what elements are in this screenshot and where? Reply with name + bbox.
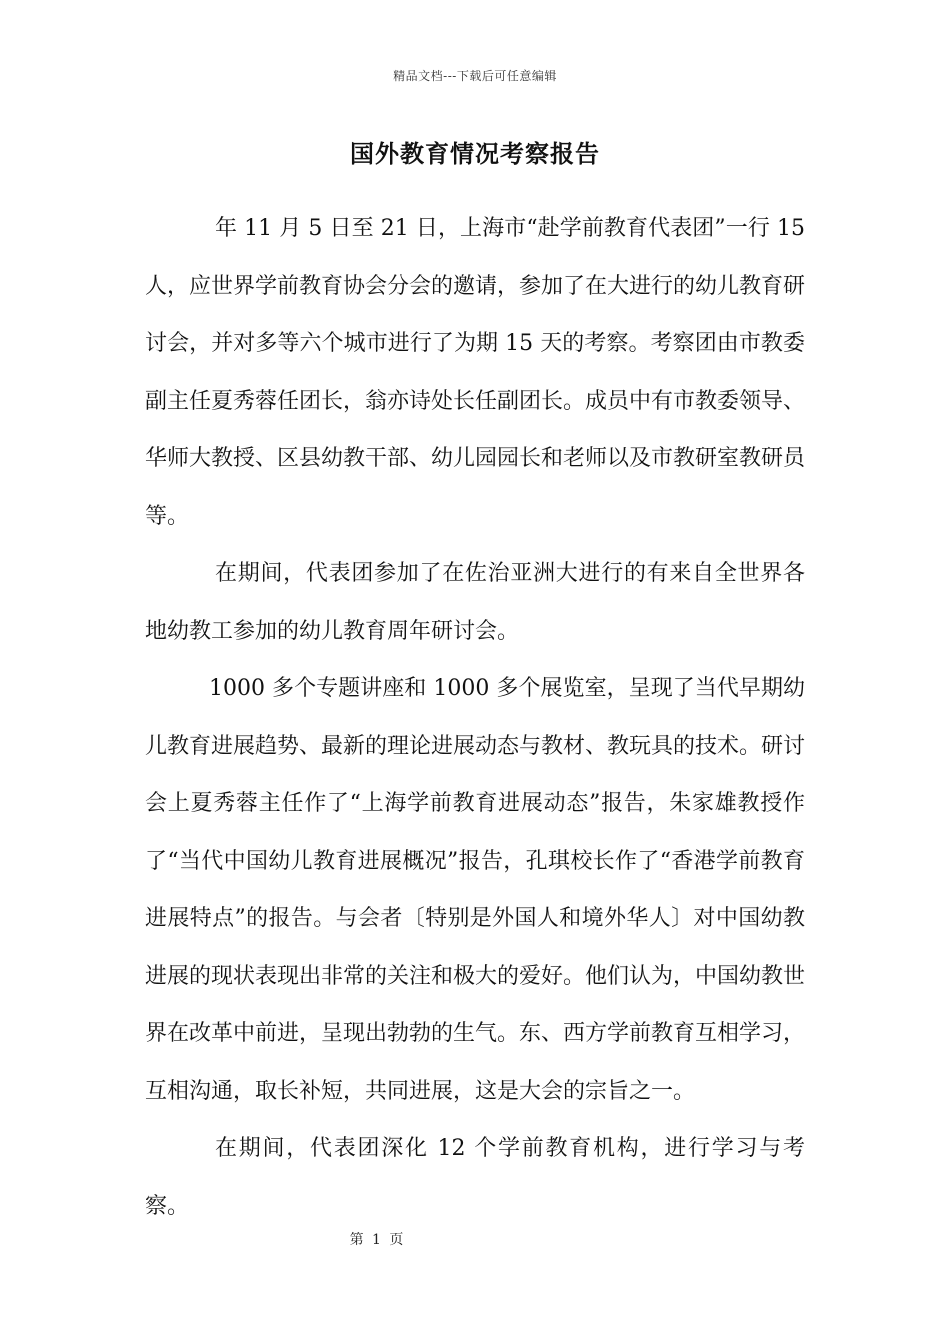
page-number: 第 1 页	[349, 1232, 406, 1248]
page-header: 精品文档---下载后可任意编辑	[393, 69, 557, 83]
document-body	[145, 200, 805, 1235]
paragraph: 在期间，代表团参加了在佐治亚洲大进行的有来自全世界各地幼教工参加的幼儿教育周年研讨会。	[145, 561, 805, 644]
document-title: 国外教育情况考察报告	[350, 139, 600, 168]
paragraph: 在期间，代表团深化 12 个学前教育机构，进行学习与考察。	[145, 1136, 805, 1219]
paragraph: 1000 多个专题讲座和 1000 多个展览室，呈现了当代早期幼儿教育进展趋势、最新的理论进展动态与教材、教玩具的技术。研讨会上夏秀蓉主任作了“上海学前教育进展动态”报告，朱家雄教授作了“当代中国幼儿教育进展概况”报告，孔琪校长作了“香港学前教育进展特点”的报告。与会者〔特别是外国人和境外华人〕对中国幼教进展的现状表现出非常的关注和极大的爱好。他们认为，中国幼教世界在改革中前进，呈现出勃勃的生气。东、西方学前教育互相学习，互相沟通，取长补短，共同进展，这是大会的宗旨之一。	[145, 676, 806, 1104]
paragraph: 年 11 月 5 日至 21 日，上海市“赴学前教育代表团”一行 15 人，应世界学前教育协会分会的邀请，参加了在大进行的幼儿教育研讨会，并对多等六个城市进行了为期 15 天的考察。考察团由市教委副主任夏秀蓉任团长，翁亦诗处长任副团长。成员中有市教委领导、华师大教授、区县幼教干部、幼儿园园长和老师以及市教研室教研员等。	[145, 216, 806, 529]
